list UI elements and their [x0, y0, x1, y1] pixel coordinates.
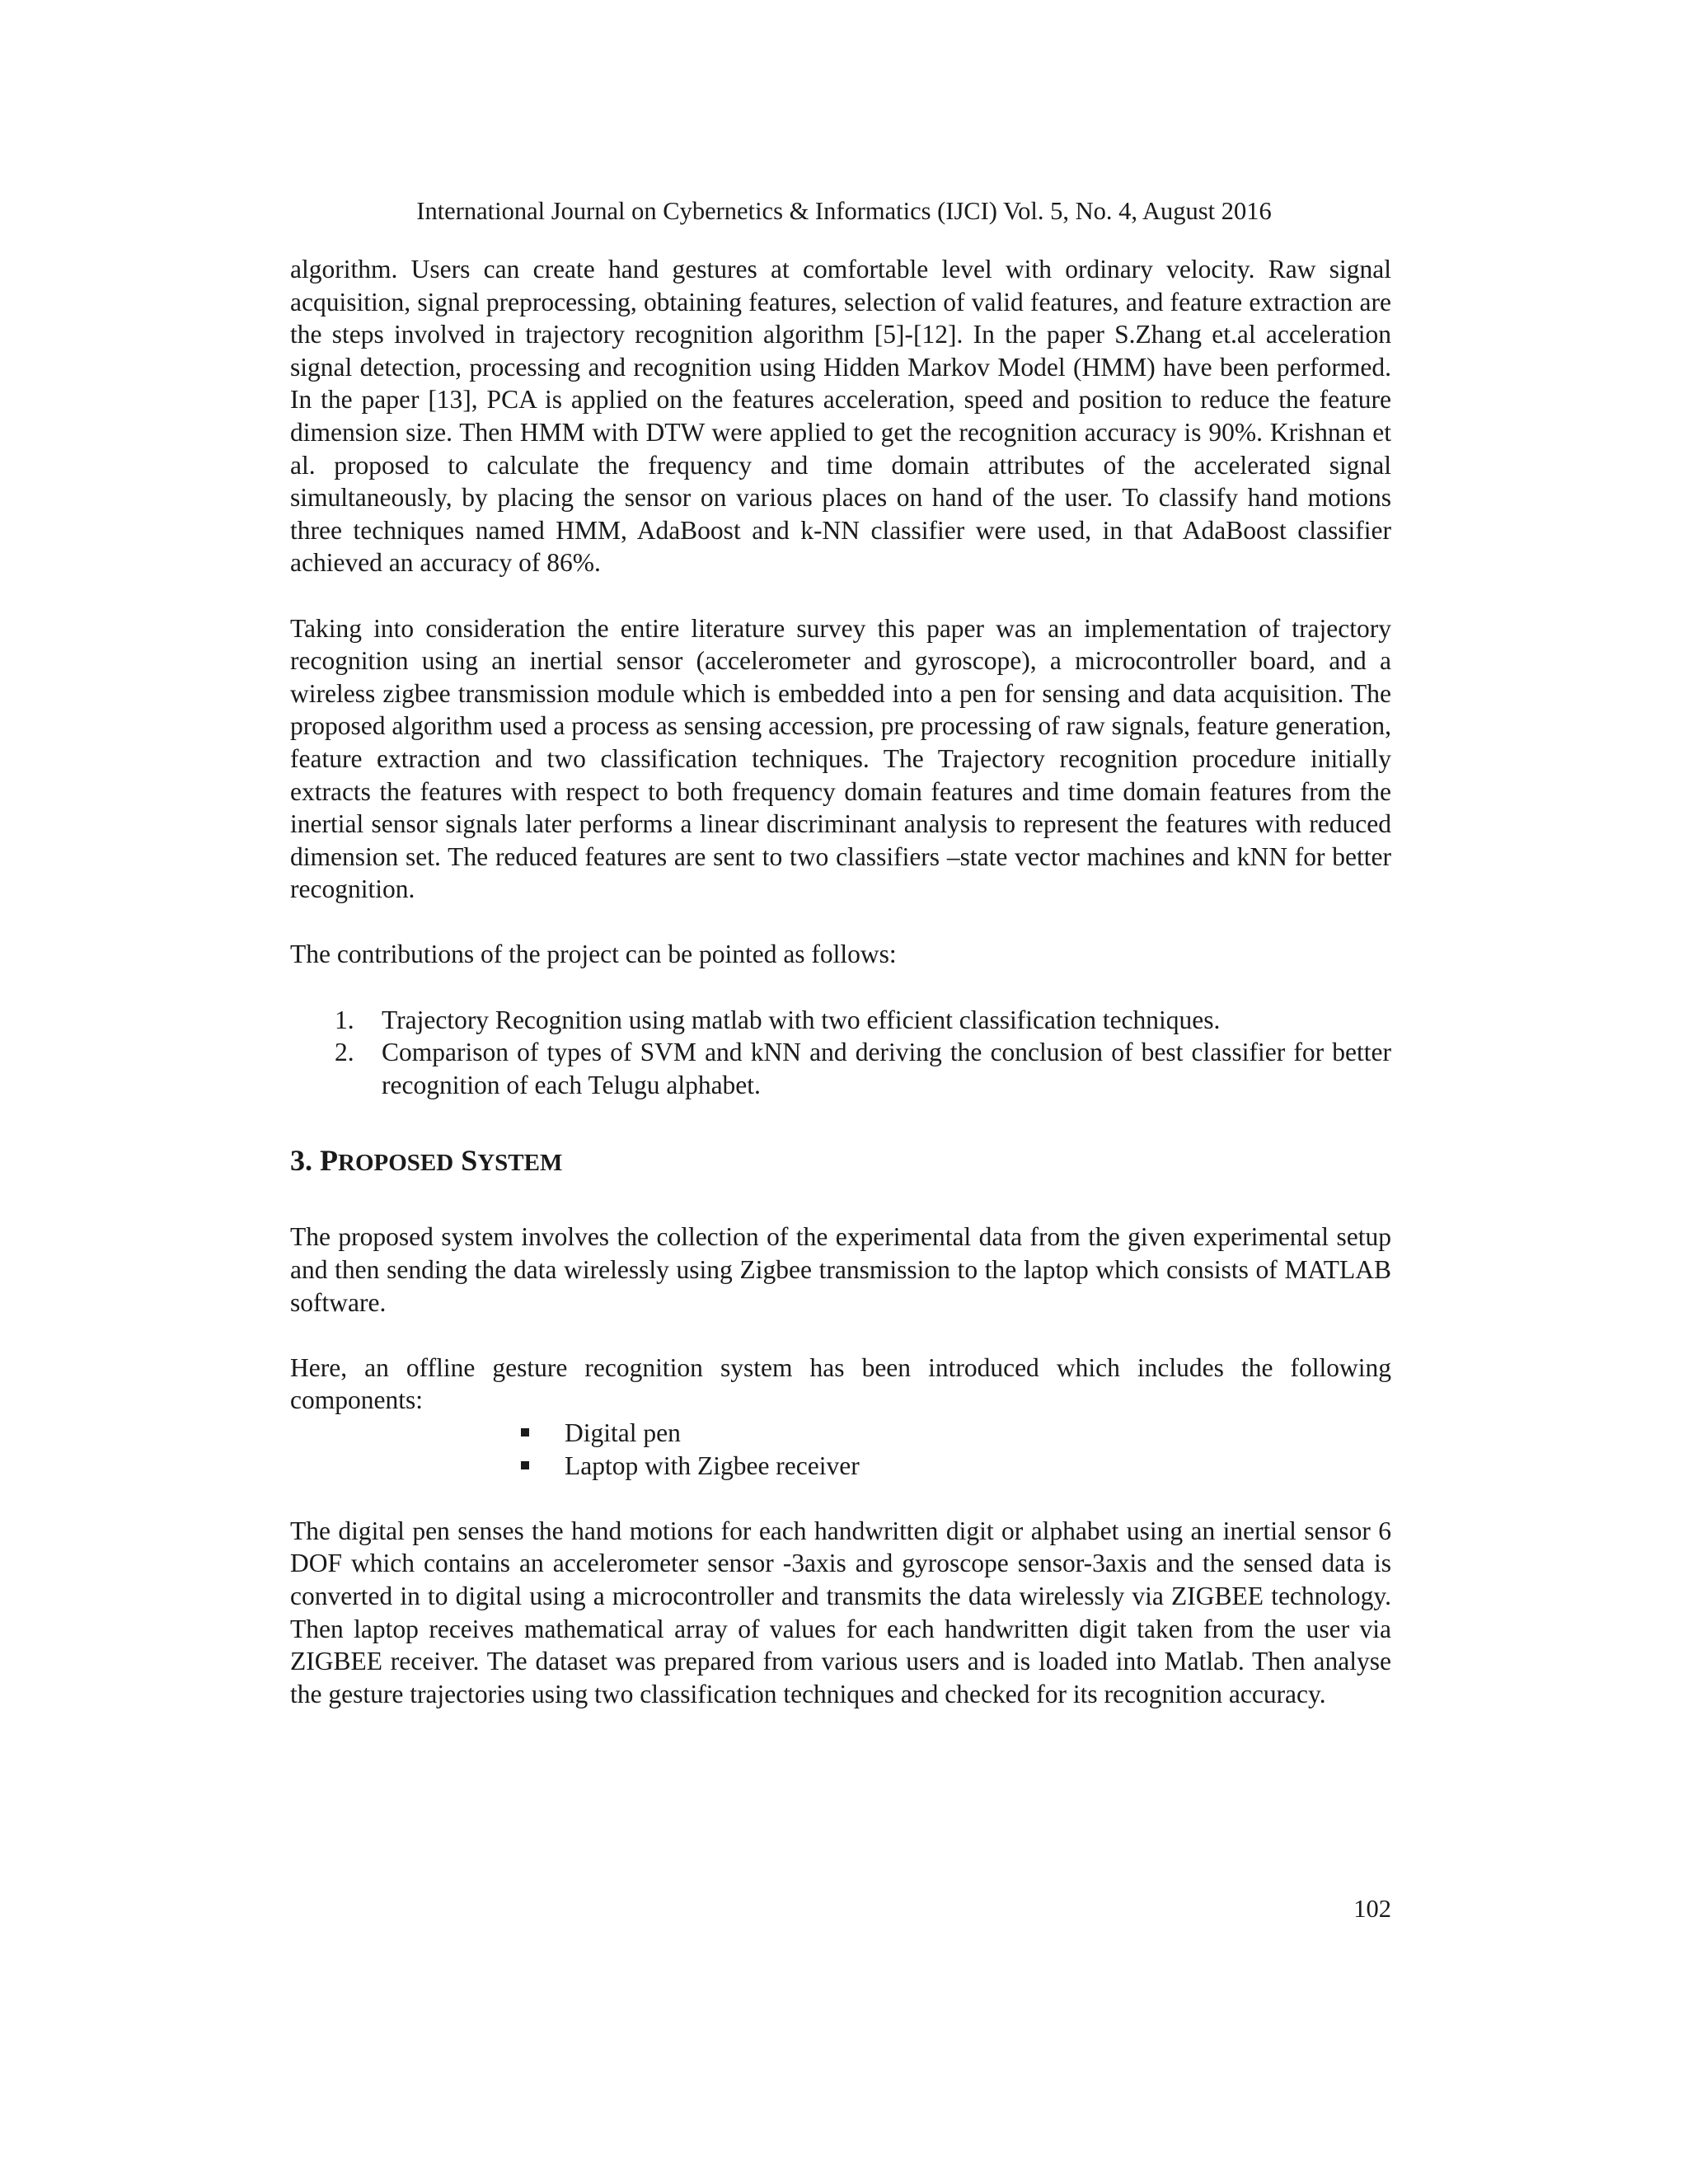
section-title-rest-1: ROPOSED — [338, 1150, 454, 1177]
contribution-item-1 — [290, 1004, 1391, 1037]
body-content — [290, 253, 1391, 1743]
component-label-laptop: Laptop with Zigbee receiver — [565, 1451, 860, 1480]
paragraph-literature-review: algorithm. Users can create hand gestures at comfortable level with ordinary velocity. Raw signal acquisition, signal preprocessing, obtaining features, selection of valid features, and feature extraction are the steps involved in trajectory recognition algorithm [5]-[12]. In the paper S.Zhang et.al acceleration signal detection, processing and recognition using Hidden Markov Model (HMM) have been performed. In the paper [13], PCA is applied on the features acceleration, speed and position to reduce the feature dimension size. Then HMM with DTW were applied to get the recognition accuracy is 90%. Krishnan et al. proposed to calculate the frequency and time domain attributes of the accelerated signal simultaneously, by placing the sensor on various places on hand of the user. To classify hand motions three techniques named HMM, AdaBoost and k-NN classifier were used, in that AdaBoost classifier achieved an accuracy of 86%. — [290, 255, 1391, 578]
contributions-list — [290, 1004, 1391, 1102]
contribution-item-2 — [290, 1036, 1391, 1101]
section-title-initial-1: P — [320, 1144, 338, 1178]
section-title-initial-2: S — [461, 1144, 478, 1178]
section-title-rest-2: YSTEM — [477, 1150, 563, 1177]
contribution-number-2: 2. — [335, 1038, 354, 1067]
square-bullet-icon — [521, 1461, 529, 1469]
page-number: 102 — [1353, 1895, 1391, 1923]
section-number: 3. — [290, 1144, 312, 1178]
paragraph-contributions-intro: The contributions of the project can be pointed as follows: — [290, 940, 897, 969]
section-heading-proposed-system — [290, 1142, 1391, 1181]
paragraph-system-overview: The proposed system involves the collection of the experimental data from the given experimental setup and then sending the data wirelessly using Zigbee transmission to the laptop which consists of MATLAB software. — [290, 1222, 1391, 1317]
component-label-digital-pen: Digital pen — [565, 1418, 681, 1447]
running-header: International Journal on Cybernetics & Informatics (IJCI) Vol. 5, No. 4, August 2016 — [416, 197, 1272, 225]
paragraph-components-intro: Here, an offline gesture recognition system has been introduced which includes the following components: — [290, 1352, 1391, 1415]
contribution-number-1: 1. — [335, 1005, 354, 1034]
components-list — [290, 1417, 1391, 1482]
component-item-digital-pen — [290, 1417, 1391, 1450]
contribution-text-1: Trajectory Recognition using matlab with two efficient classification techniques. — [382, 1005, 1221, 1034]
contribution-text-2: Comparison of types of SVM and kNN and deriving the conclusion of best classifier for better recognition of each Telugu alphabet. — [382, 1038, 1391, 1099]
paragraph-implementation-summary: Taking into consideration the entire literature survey this paper was an implementation of trajectory recognition using an inertial sensor (accelerometer and gyroscope), a microcontroller board, and a wireless zigbee transmission module which is embedded into a pen for sensing and data acquisition. The proposed algorithm used a process as sensing accession, pre processing of raw signals, feature generation, feature extraction and two classification techniques. The Trajectory recognition procedure initially extracts the features with respect to both frequency domain features and time domain features from the inertial sensor signals later performs a linear discriminant analysis to represent the features with reduced dimension set. The reduced features are sent to two classifiers –state vector machines and kNN for better recognition. — [290, 613, 1391, 904]
square-bullet-icon — [521, 1428, 529, 1436]
paragraph-digital-pen-description: The digital pen senses the hand motions for each handwritten digit or alphabet using an inertial sensor 6 DOF which contains an accelerometer sensor -3axis and gyroscope sensor-3axis and the sensed data is converted in to digital using a microcontroller and transmits the data wirelessly via ZIGBEE technology. Then laptop receives mathematical array of values for each handwritten digit taken from the user via ZIGBEE receiver. The dataset was prepared from various users and is loaded into Matlab. Then analyse the gesture trajectories using two classification techniques and checked for its recognition accuracy. — [290, 1516, 1391, 1708]
component-item-laptop — [290, 1450, 1391, 1483]
